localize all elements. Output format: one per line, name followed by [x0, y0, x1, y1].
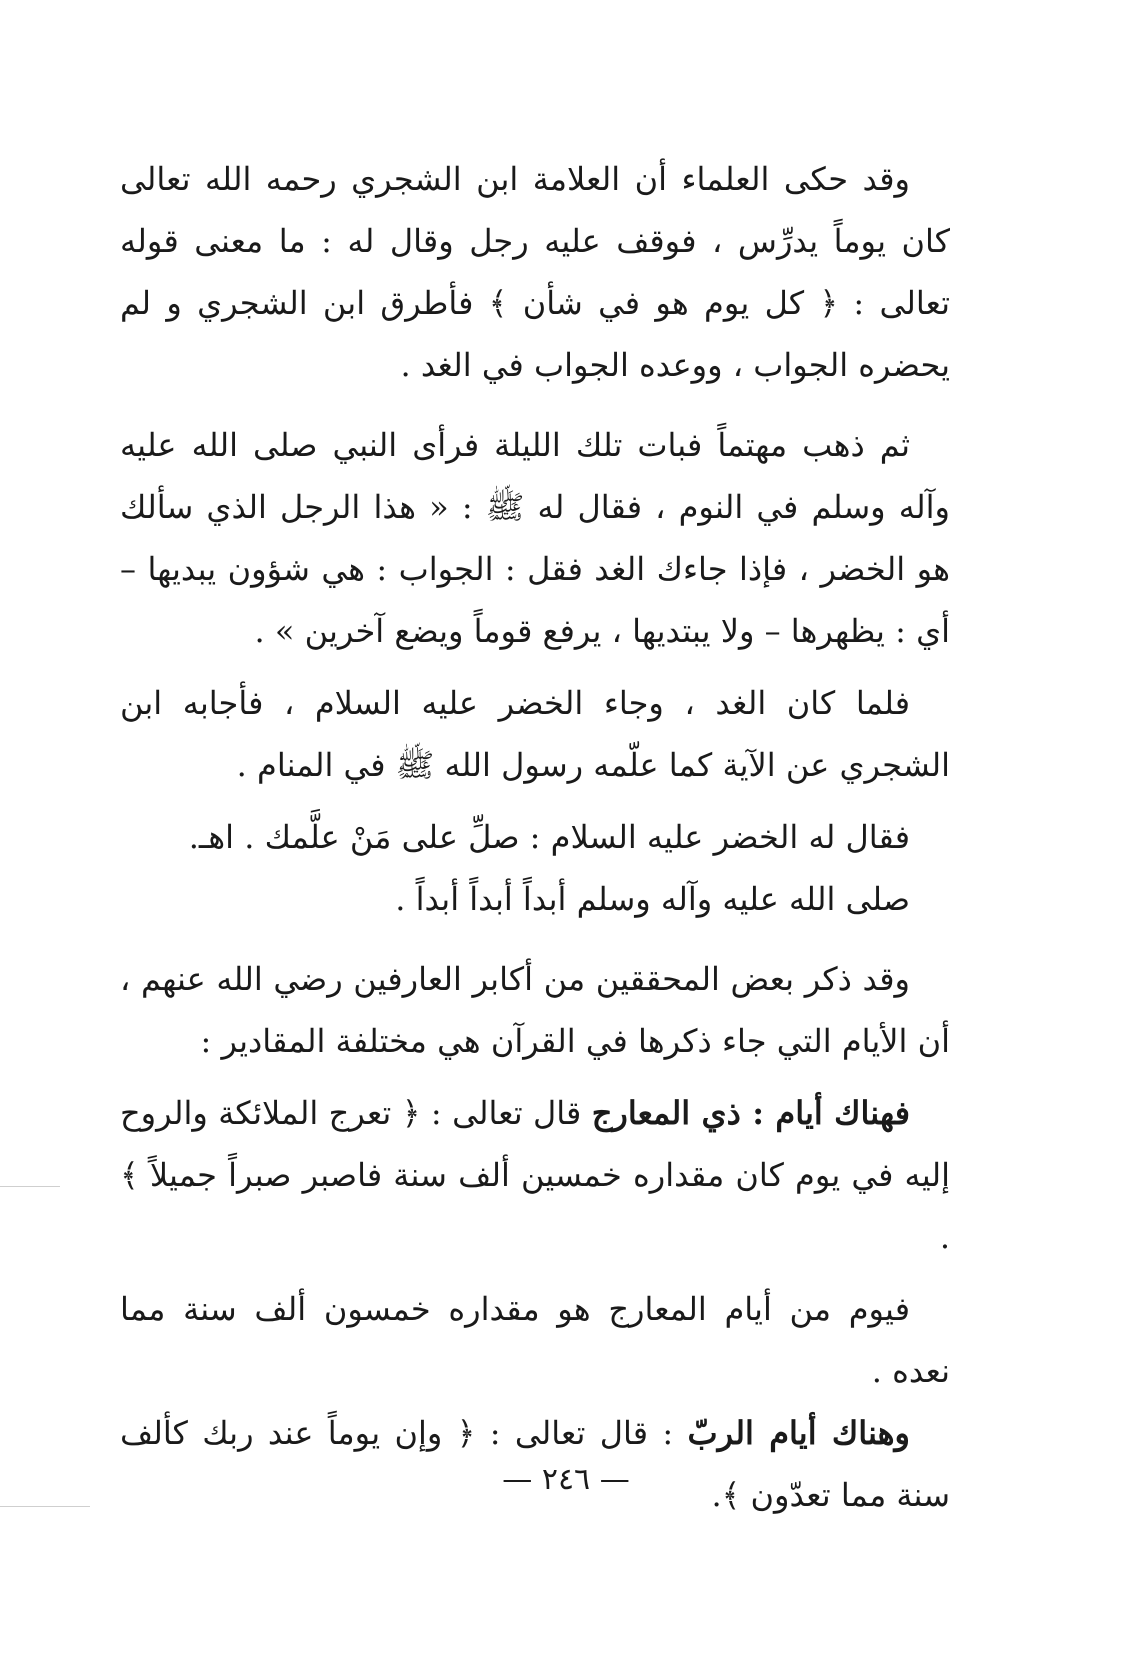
- paragraph-text: فلما كان الغد ، وجاء الخضر عليه السلام ، فأجابه ابن الشجري عن الآية كما علّمه رسول الله ﷺ في المنام .: [120, 684, 950, 784]
- paragraph-text: : قال تعالى : ﴿ وإن يوماً عند ربك كألف سنة مما تعدّون ﴾.: [120, 1414, 950, 1514]
- paragraph-ibn-shajari-story: [120, 148, 950, 396]
- scan-margin-line: [0, 1506, 90, 1507]
- paragraph-text: وقد ذكر بعض المحققين من أكابر العارفين رضي الله عنهم ، أن الأيام التي جاء ذكرها في القرآن هي مختلفة المقادير :: [120, 960, 950, 1060]
- paragraph-text: وقد حكى العلماء أن العلامة ابن الشجري رحمه الله تعالى كان يوماً يدرِّس ، فوقف عليه رجل وقال له : ما معنى قوله تعالى : ﴿ كل يوم هو في شأن ﴾ فأطرق ابن الشجري و لم يحضره الجواب ، ووعده الجواب في الغد .: [120, 160, 950, 384]
- paragraph-text: فيوم من أيام المعارج هو مقداره خمسون ألف سنة مما نعده .: [120, 1290, 950, 1390]
- paragraph-prophet-dream: [120, 414, 950, 662]
- page-body: [120, 148, 950, 1526]
- paragraph-khidr-reply: [120, 806, 950, 868]
- paragraph-text: قال تعالى : ﴿ تعرج الملائكة والروح إليه في يوم كان مقداره خمسين ألف سنة فاصبر صبراً جميلاً ﴾ .: [120, 1094, 950, 1256]
- page-number: — ٢٤٦ —: [502, 1462, 630, 1497]
- paragraph-khidr-answer: [120, 672, 950, 796]
- paragraph-text: فقال له الخضر عليه السلام : صلِّ على مَنْ علَّمك . اهـ.: [188, 818, 910, 856]
- paragraph-salawat: [120, 868, 950, 930]
- paragraph-text: صلى الله عليه وآله وسلم أبداً أبداً أبداً .: [395, 880, 910, 918]
- paragraph-heading: فهناك أيام : ذي المعارج: [591, 1094, 911, 1132]
- paragraph-days-intro: [120, 948, 950, 1072]
- paragraph-heading: وهناك أيام الربّ: [687, 1414, 911, 1452]
- paragraph-maarij-explained: [120, 1278, 950, 1402]
- paragraph-text: ثم ذهب مهتماً فبات تلك الليلة فرأى النبي صلى الله عليه وآله وسلم في النوم ، فقال له ﷺ : « هذا الرجل الذي سألك هو الخضر ، فإذا جاءك الغد فقل : الجواب : هي شؤون يبديها – أي : يظهرها – ولا يبتديها ، يرفع قوماً ويضع آخرين » .: [120, 426, 951, 650]
- scan-margin-line: [0, 1186, 60, 1187]
- paragraph-days-maarij: [120, 1082, 950, 1268]
